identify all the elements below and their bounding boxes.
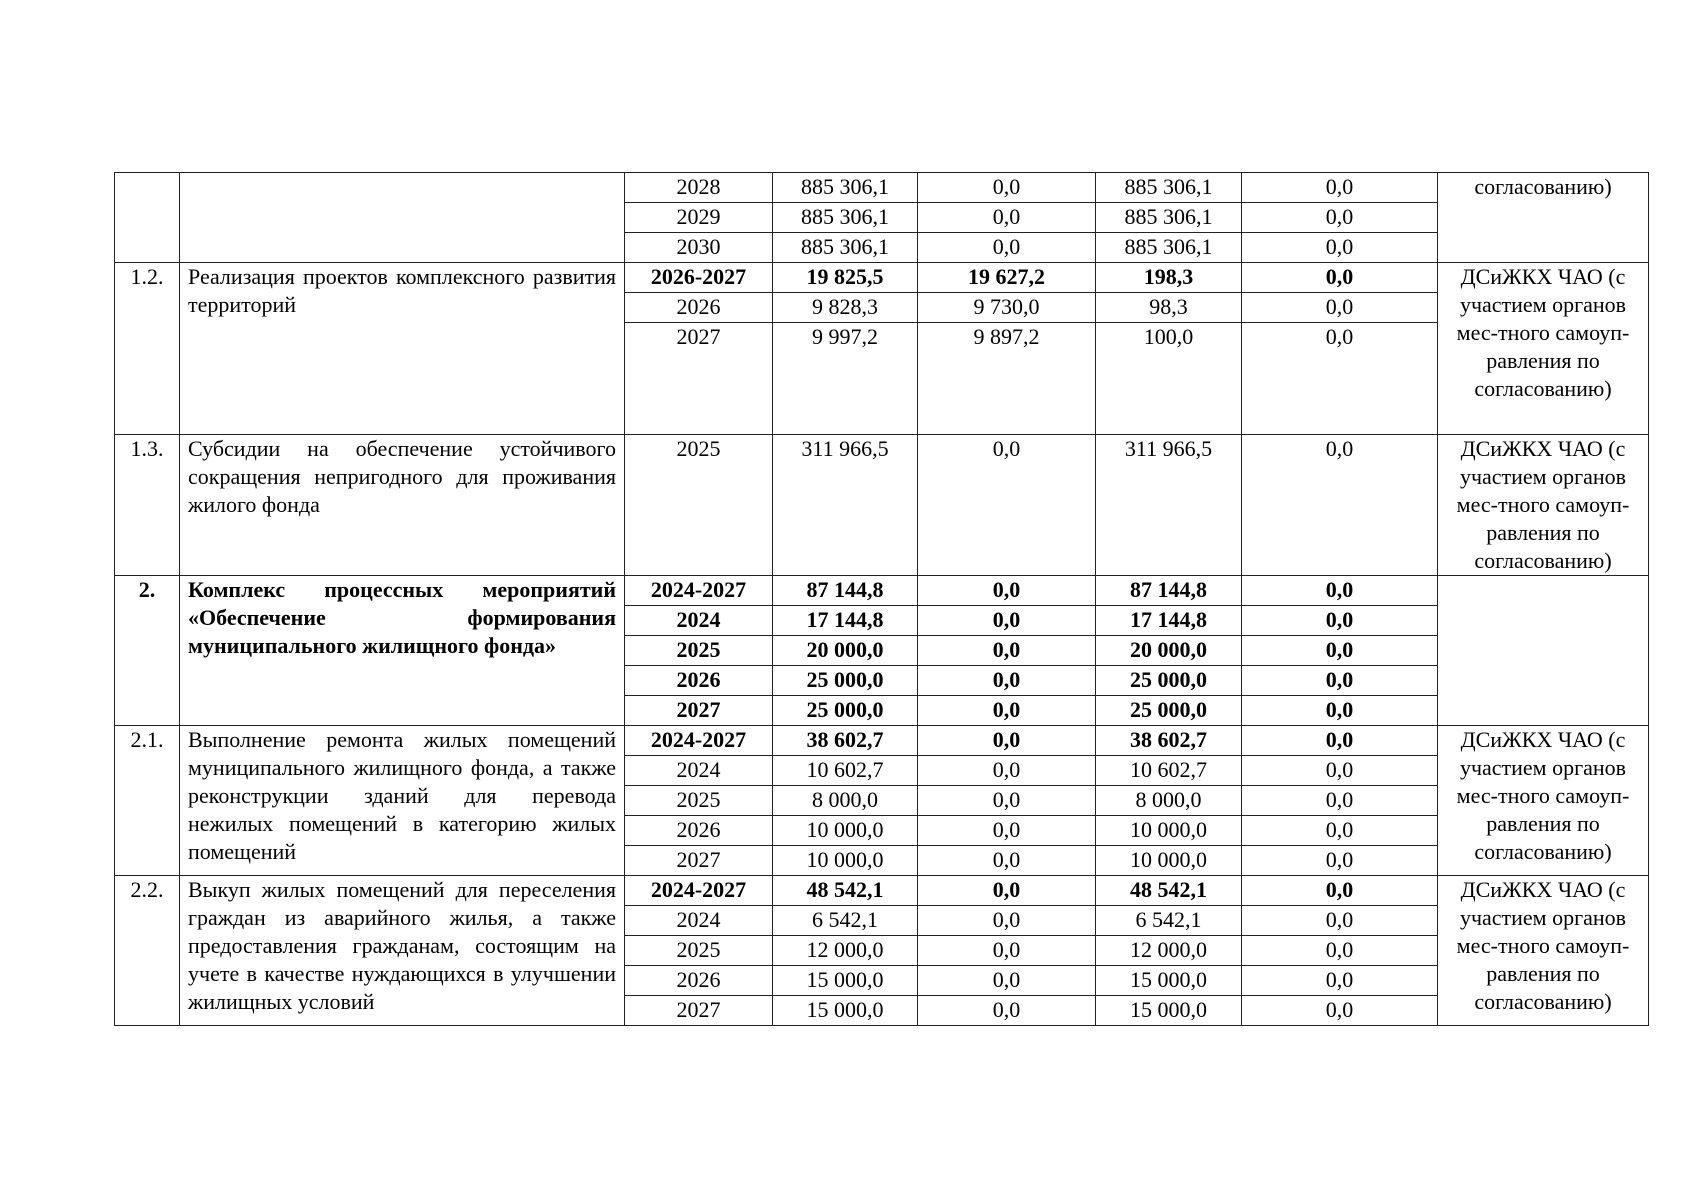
year-cell: 2027 bbox=[625, 846, 773, 876]
year-cell: 2027 bbox=[625, 323, 773, 435]
value-cell: 9 897,2 bbox=[918, 323, 1096, 435]
year-cell: 2029 bbox=[625, 203, 773, 233]
value-cell: 0,0 bbox=[918, 846, 1096, 876]
year-cell: 2024 bbox=[625, 756, 773, 786]
value-cell: 0,0 bbox=[1242, 786, 1438, 816]
value-cell: 0,0 bbox=[918, 906, 1096, 936]
year-cell: 2025 bbox=[625, 636, 773, 666]
year-cell: 2027 bbox=[625, 696, 773, 726]
value-cell: 10 602,7 bbox=[1096, 756, 1242, 786]
total-cell: 38 602,7 bbox=[773, 726, 918, 756]
value-cell: 0,0 bbox=[918, 936, 1096, 966]
value-cell: 0,0 bbox=[918, 173, 1096, 203]
value-cell: 0,0 bbox=[1242, 263, 1438, 293]
total-cell: 25 000,0 bbox=[773, 666, 918, 696]
value-cell: 0,0 bbox=[1242, 996, 1438, 1026]
total-cell: 6 542,1 bbox=[773, 906, 918, 936]
year-cell: 2026 bbox=[625, 666, 773, 696]
value-cell: 0,0 bbox=[1242, 636, 1438, 666]
value-cell: 0,0 bbox=[1242, 816, 1438, 846]
value-cell: 0,0 bbox=[1242, 696, 1438, 726]
value-cell: 0,0 bbox=[1242, 966, 1438, 996]
total-cell: 9 828,3 bbox=[773, 293, 918, 323]
total-cell: 885 306,1 bbox=[773, 173, 918, 203]
value-cell: 0,0 bbox=[918, 726, 1096, 756]
total-cell: 15 000,0 bbox=[773, 996, 918, 1026]
item-name bbox=[180, 173, 625, 263]
value-cell: 0,0 bbox=[918, 786, 1096, 816]
value-cell: 198,3 bbox=[1096, 263, 1242, 293]
value-cell: 17 144,8 bbox=[1096, 606, 1242, 636]
value-cell: 25 000,0 bbox=[1096, 666, 1242, 696]
value-cell: 0,0 bbox=[1242, 323, 1438, 435]
table-row bbox=[115, 263, 1649, 293]
total-cell: 10 000,0 bbox=[773, 816, 918, 846]
responsible-cell: согласованию) bbox=[1438, 173, 1649, 263]
responsible-cell: ДСиЖКХ ЧАО (с участием органов мес-тного самоуп-равления по согласованию) bbox=[1438, 876, 1649, 1026]
value-cell: 8 000,0 bbox=[1096, 786, 1242, 816]
total-cell: 885 306,1 bbox=[773, 203, 918, 233]
value-cell: 0,0 bbox=[918, 606, 1096, 636]
value-cell: 100,0 bbox=[1096, 323, 1242, 435]
value-cell: 0,0 bbox=[918, 966, 1096, 996]
table-row bbox=[115, 576, 1649, 606]
value-cell: 48 542,1 bbox=[1096, 876, 1242, 906]
value-cell: 0,0 bbox=[1242, 606, 1438, 636]
total-cell: 20 000,0 bbox=[773, 636, 918, 666]
table-row bbox=[115, 173, 1649, 203]
year-cell: 2025 bbox=[625, 435, 773, 576]
value-cell: 98,3 bbox=[1096, 293, 1242, 323]
total-cell: 885 306,1 bbox=[773, 233, 918, 263]
value-cell: 38 602,7 bbox=[1096, 726, 1242, 756]
year-cell: 2024 bbox=[625, 906, 773, 936]
responsible-cell: ДСиЖКХ ЧАО (с участием органов мес-тного самоуп-равления по согласованию) bbox=[1438, 435, 1649, 576]
value-cell: 0,0 bbox=[1242, 666, 1438, 696]
value-cell: 87 144,8 bbox=[1096, 576, 1242, 606]
item-number: 1.3. bbox=[115, 435, 180, 576]
value-cell: 0,0 bbox=[1242, 846, 1438, 876]
value-cell: 0,0 bbox=[1242, 576, 1438, 606]
year-cell: 2024-2027 bbox=[625, 576, 773, 606]
year-cell: 2026-2027 bbox=[625, 263, 773, 293]
total-cell: 19 825,5 bbox=[773, 263, 918, 293]
year-cell: 2026 bbox=[625, 816, 773, 846]
year-cell: 2025 bbox=[625, 936, 773, 966]
item-name: Субсидии на обеспечение устойчивого сокращения непригодного для проживания жилого фонда bbox=[180, 435, 625, 576]
value-cell: 0,0 bbox=[1242, 173, 1438, 203]
value-cell: 0,0 bbox=[918, 996, 1096, 1026]
table-row bbox=[115, 435, 1649, 576]
responsible-cell: ДСиЖКХ ЧАО (с участием органов мес-тного самоуп-равления по согласованию) bbox=[1438, 263, 1649, 435]
value-cell: 0,0 bbox=[1242, 756, 1438, 786]
item-number: 2. bbox=[115, 576, 180, 726]
value-cell: 0,0 bbox=[1242, 876, 1438, 906]
table-row bbox=[115, 876, 1649, 906]
value-cell: 15 000,0 bbox=[1096, 996, 1242, 1026]
value-cell: 6 542,1 bbox=[1096, 906, 1242, 936]
value-cell: 0,0 bbox=[918, 435, 1096, 576]
total-cell: 9 997,2 bbox=[773, 323, 918, 435]
item-number: 1.2. bbox=[115, 263, 180, 435]
total-cell: 25 000,0 bbox=[773, 696, 918, 726]
value-cell: 25 000,0 bbox=[1096, 696, 1242, 726]
value-cell: 0,0 bbox=[918, 816, 1096, 846]
value-cell: 0,0 bbox=[918, 696, 1096, 726]
year-cell: 2025 bbox=[625, 786, 773, 816]
table-row bbox=[115, 726, 1649, 756]
value-cell: 0,0 bbox=[918, 576, 1096, 606]
total-cell: 10 602,7 bbox=[773, 756, 918, 786]
total-cell: 311 966,5 bbox=[773, 435, 918, 576]
total-cell: 48 542,1 bbox=[773, 876, 918, 906]
year-cell: 2024 bbox=[625, 606, 773, 636]
year-cell: 2024-2027 bbox=[625, 876, 773, 906]
value-cell: 885 306,1 bbox=[1096, 173, 1242, 203]
item-number: 2.1. bbox=[115, 726, 180, 876]
budget-table bbox=[114, 172, 1649, 1026]
item-number: 2.2. bbox=[115, 876, 180, 1026]
item-name: Реализация проектов комплексного развития территорий bbox=[180, 263, 625, 435]
value-cell: 15 000,0 bbox=[1096, 966, 1242, 996]
value-cell: 0,0 bbox=[1242, 233, 1438, 263]
value-cell: 0,0 bbox=[918, 636, 1096, 666]
value-cell: 20 000,0 bbox=[1096, 636, 1242, 666]
value-cell: 19 627,2 bbox=[918, 263, 1096, 293]
total-cell: 15 000,0 bbox=[773, 966, 918, 996]
value-cell: 0,0 bbox=[1242, 726, 1438, 756]
value-cell: 0,0 bbox=[1242, 293, 1438, 323]
value-cell: 9 730,0 bbox=[918, 293, 1096, 323]
value-cell: 885 306,1 bbox=[1096, 233, 1242, 263]
value-cell: 0,0 bbox=[918, 666, 1096, 696]
item-number bbox=[115, 173, 180, 263]
year-cell: 2026 bbox=[625, 293, 773, 323]
value-cell: 0,0 bbox=[918, 876, 1096, 906]
value-cell: 10 000,0 bbox=[1096, 816, 1242, 846]
value-cell: 0,0 bbox=[918, 203, 1096, 233]
value-cell: 0,0 bbox=[1242, 203, 1438, 233]
value-cell: 885 306,1 bbox=[1096, 203, 1242, 233]
responsible-cell: ДСиЖКХ ЧАО (с участием органов мес-тного самоуп-равления по согласованию) bbox=[1438, 726, 1649, 876]
total-cell: 87 144,8 bbox=[773, 576, 918, 606]
value-cell: 0,0 bbox=[918, 233, 1096, 263]
year-cell: 2026 bbox=[625, 966, 773, 996]
year-cell: 2030 bbox=[625, 233, 773, 263]
value-cell: 0,0 bbox=[1242, 435, 1438, 576]
value-cell: 0,0 bbox=[1242, 936, 1438, 966]
total-cell: 17 144,8 bbox=[773, 606, 918, 636]
item-name: Выкуп жилых помещений для переселения граждан из аварийного жилья, а также предоставления гражданам, состоящим на учете в качестве нуждающихся в улучшении жилищных условий bbox=[180, 876, 625, 1026]
year-cell: 2028 bbox=[625, 173, 773, 203]
value-cell: 0,0 bbox=[918, 756, 1096, 786]
total-cell: 8 000,0 bbox=[773, 786, 918, 816]
value-cell: 12 000,0 bbox=[1096, 936, 1242, 966]
total-cell: 10 000,0 bbox=[773, 846, 918, 876]
value-cell: 0,0 bbox=[1242, 906, 1438, 936]
responsible-cell bbox=[1438, 576, 1649, 726]
item-name: Выполнение ремонта жилых помещений муниципального жилищного фонда, а также реконструкции зданий для перевода нежилых помещений в категорию жилых помещений bbox=[180, 726, 625, 876]
item-name: Комплекс процессных мероприятий «Обеспечение формирования муниципального жилищного фонда» bbox=[180, 576, 625, 726]
year-cell: 2024-2027 bbox=[625, 726, 773, 756]
value-cell: 10 000,0 bbox=[1096, 846, 1242, 876]
year-cell: 2027 bbox=[625, 996, 773, 1026]
total-cell: 12 000,0 bbox=[773, 936, 918, 966]
value-cell: 311 966,5 bbox=[1096, 435, 1242, 576]
